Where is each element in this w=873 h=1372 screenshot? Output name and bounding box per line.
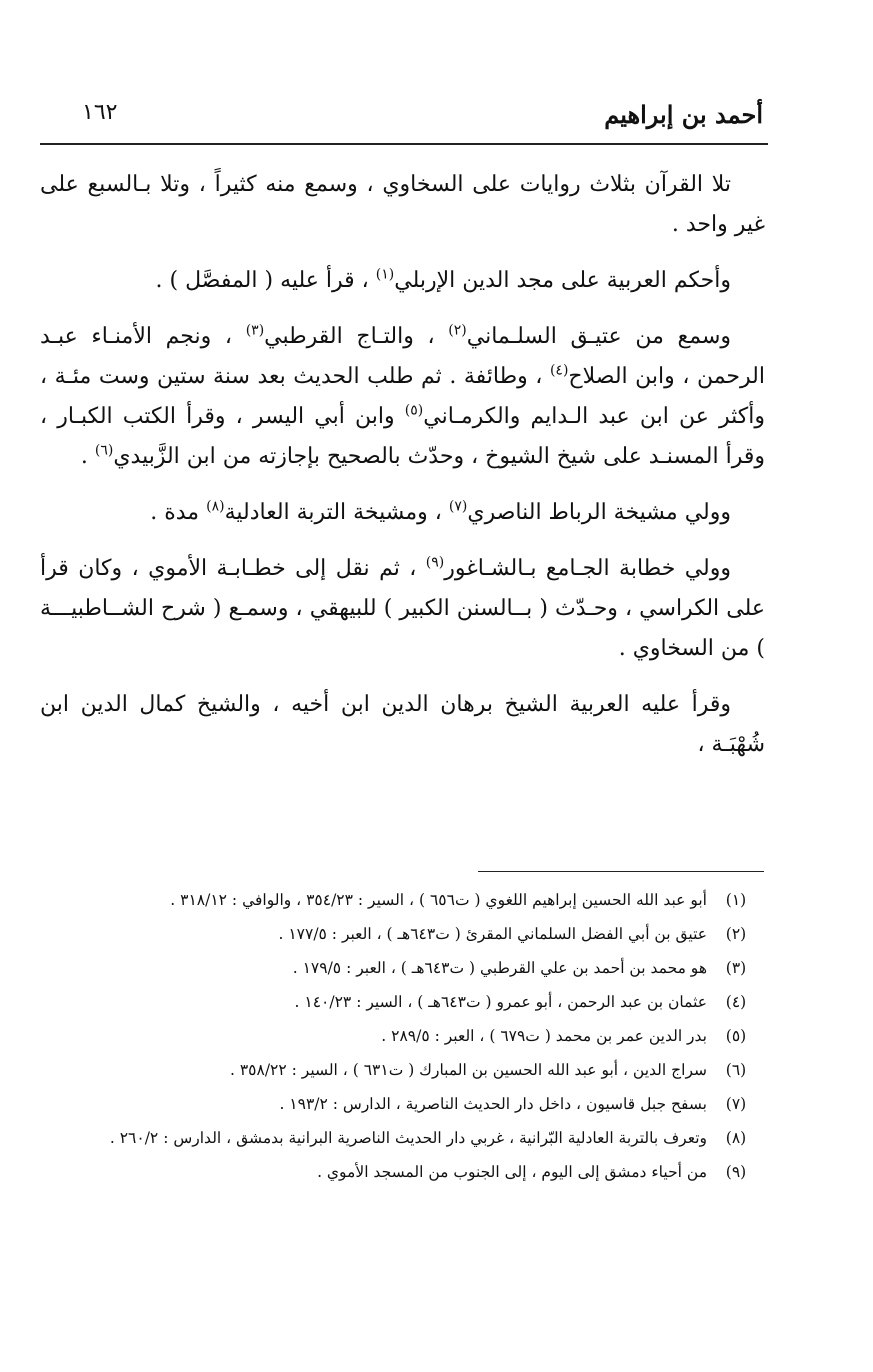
footnote-5 <box>40 1019 765 1053</box>
footnote-number: (٥) <box>725 1027 747 1045</box>
footnote-1 <box>40 883 765 917</box>
paragraph-4 <box>40 493 765 533</box>
footnote-number: (٨) <box>725 1129 747 1147</box>
text-run: وابن أبي اليسر ، وقرأ الكتب الكبـار ، وقرأ المسنـد على شيخ الشيوخ ، وحدّث بالصحيح بإجازته من ابن الزَّبيدي <box>40 404 765 469</box>
text-run: ، قرأ عليه ( المفصَّل ) . <box>155 268 376 293</box>
footnote-ref-2[interactable]: (٢) <box>448 322 467 339</box>
text-run: ، والتـاج القرطبي <box>264 324 449 349</box>
header-rule <box>40 143 768 145</box>
footnote-ref-1[interactable]: (١) <box>375 266 395 283</box>
footnote-text: هو محمد بن أحمد بن علي القرطبي ( ت٦٤٣هـ ) ، العبر : ١٧٩/٥ . <box>292 959 707 977</box>
footnote-text: سراج الدين ، أبو عبد الله الحسين بن المبارك ( ت٦٣١ ) ، السير : ٣٥٨/٢٢ . <box>229 1061 707 1079</box>
footnote-text: وتعرف بالتربة العادلية البّرانية ، غربي دار الحديث الناصرية البرانية بدمشق ، الدارس : ٢٦٠/٢ . <box>109 1129 707 1147</box>
footnote-text: عثمان بن عبد الرحمن ، أبو عمرو ( ت٦٤٣هـ ) ، السير : ١٤٠/٢٣ . <box>294 993 707 1011</box>
footnote-text: عتيق بن أبي الفضل السلماني المقرئ ( ت٦٤٣هـ ) ، العبر : ١٧٧/٥ . <box>278 925 707 943</box>
paragraph-3 <box>40 317 765 477</box>
footnote-text: بدر الدين عمر بن محمد ( ت٦٧٩ ) ، العبر : ٢٨٩/٥ . <box>381 1027 707 1045</box>
footnote-9 <box>40 1155 765 1189</box>
footnote-text: من أحياء دمشق إلى اليوم ، إلى الجنوب من المسجد الأموي . <box>317 1163 707 1181</box>
footnote-number: (٤) <box>725 993 747 1011</box>
footnote-number: (٢) <box>725 925 747 943</box>
text-run: وولي خطابة الجـامع بـالشـاغور <box>444 556 732 581</box>
running-title: أحمد بن إبراهيم <box>604 100 763 129</box>
text-run: مدة . <box>150 500 207 525</box>
text-run: ، ونجم الأمنـاء عبـد الرحمن ، وابن الصلاح <box>40 324 765 389</box>
footnote-ref-7[interactable]: (٧) <box>448 498 468 515</box>
text-run: وأحكم العربية على مجد الدين الإربلي <box>394 268 731 293</box>
footnote-text: أبو عبد الله الحسين إبراهيم اللغوي ( ت٦٥٦ ) ، السير : ٣٥٤/٢٣ ، والوافي : ٣١٨/١٢ . <box>170 891 707 909</box>
footnote-ref-9[interactable]: (٩) <box>425 554 445 571</box>
paragraph-2 <box>40 261 765 301</box>
paragraph-5 <box>40 549 765 669</box>
text-run: وسمع من عتيـق السلـماني <box>466 324 732 349</box>
footnote-number: (٩) <box>725 1163 747 1181</box>
paragraph-6: وقرأ عليه العربية الشيخ برهان الدين ابن أخيه ، والشيخ كمال الدين ابن شُهْبَـة ، <box>40 692 765 757</box>
footnote-text: بسفح جبل قاسيون ، داخل دار الحديث الناصرية ، الدارس : ١٩٣/٢ . <box>279 1095 707 1113</box>
footnote-4 <box>40 985 765 1019</box>
footnote-number: (٣) <box>725 959 747 977</box>
footnote-ref-6[interactable]: (٦) <box>94 442 114 459</box>
paragraph-1: تلا القرآن بثلاث روايات على السخاوي ، وسمع منه كثيراً ، وتلا بـالسبع على غير واحد . <box>40 172 765 237</box>
text-run: وولي مشيخة الرباط الناصري <box>467 500 731 525</box>
text-run: ، وطائفة . ثم طلب الحديث بعد سنة ستين وست مئـة ، وأكثر عن ابن عبد الـدايم والكرمـاني <box>40 364 765 429</box>
footnote-2 <box>40 917 765 951</box>
footnote-ref-8[interactable]: (٨) <box>206 498 225 515</box>
footnote-number: (٦) <box>725 1061 747 1079</box>
footnote-8 <box>40 1121 765 1155</box>
footnote-7 <box>40 1087 765 1121</box>
text-run: ، ومشيخة التربة العادلية <box>224 500 449 525</box>
footnote-ref-4[interactable]: (٤) <box>549 362 569 379</box>
footnote-rule <box>478 871 764 872</box>
footnote-number: (٧) <box>725 1095 747 1113</box>
footnotes <box>40 883 765 1189</box>
footnote-number: (١) <box>725 891 747 909</box>
text-run: . <box>80 444 95 469</box>
footnote-ref-3[interactable]: (٣) <box>245 322 265 339</box>
footnote-3 <box>40 951 765 985</box>
text-run: ، ثم نقل إلى خطـابـة الأموي ، وكان قرأ على الكراسي ، وحـدّث ( بــالسنن الكبير ) للبيهقي ، وسمـع ( شرح الشــاطبيـــة ) من السخاوي . <box>40 556 765 661</box>
footnote-ref-5[interactable]: (٥) <box>404 402 424 419</box>
page-number: ١٦٢ <box>82 100 118 125</box>
body-text <box>40 165 765 765</box>
footnote-6 <box>40 1053 765 1087</box>
